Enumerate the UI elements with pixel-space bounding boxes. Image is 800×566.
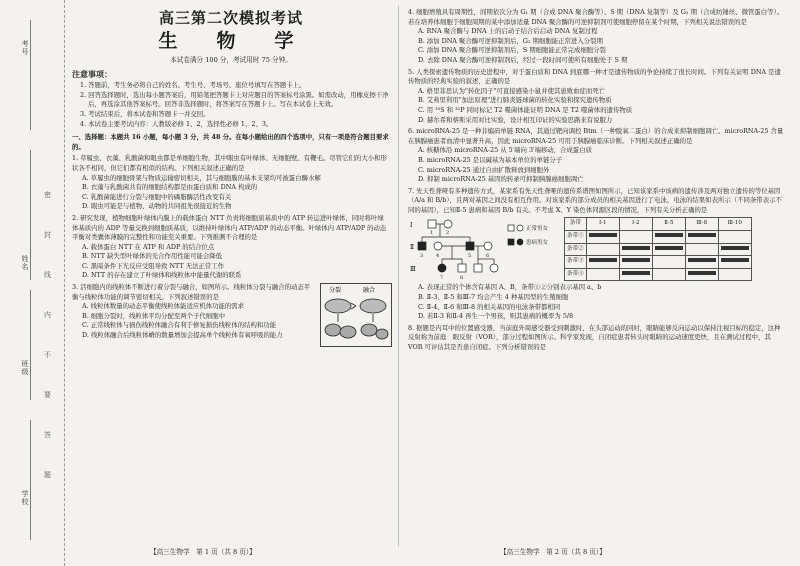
gel-band <box>622 246 650 250</box>
option: D. 抑制 microRNA-25 基因的转录可抑制胰腺癌细胞凋亡 <box>418 175 584 184</box>
seal-char: 密 <box>44 191 51 199</box>
question-stem: 6. microRNA-25 是一种非编码单链 RNA，其通过靶向调控 Btm（一种脱氧二蛋白）的合成来抑制细胞凋亡。microRNA-25 含量在胰腺癌患者血清中显著升高，因此 microRNA-25 可用于胰腺癌临床诊断。下列相关叙述正确的是 <box>408 127 784 145</box>
mitochondrion-shape <box>360 299 386 313</box>
table-header: Ⅲ-8 <box>685 218 718 231</box>
question-6 <box>408 127 786 185</box>
option: C. 黑暗条件下光反应受阻导致 NTT 无法正常工作 <box>82 261 225 270</box>
gel-band <box>655 233 683 237</box>
individual-number: 8 <box>460 275 464 282</box>
pedigree-affected-male <box>466 242 474 250</box>
individual-number: 2 <box>446 230 450 237</box>
pedigree-chart <box>408 217 558 281</box>
question-8 <box>408 324 786 353</box>
footer-page-1: 【高三生物学 第 1 页（共 8 页）】 <box>150 548 256 556</box>
question-3 <box>72 283 390 341</box>
notice-item: 2. 回答选择题时，选出每小题答案后，用铅笔把答题卡上对应题目的答案标号涂黑。如需改动，用橡皮擦干净后，再选涂其他答案标号。回答非选择题时，将答案写在答题卡上。写在本试卷上无效。 <box>80 90 389 109</box>
question-7 <box>408 187 786 322</box>
gel-band <box>721 246 749 250</box>
individual-number: 6 <box>486 253 490 260</box>
question-stem: 5. 人类探索遗传物质的历史进程中，对于蛋白质和 DNA 到底哪一种才是遗传物质的争论持续了很长时间。下列有关证明 DNA 是遗传物质的经典实验的叙述，正确的是 <box>408 67 781 86</box>
option: B. microRNA-25 是以碱基为基本单位的单链分子 <box>418 155 563 164</box>
question-4 <box>408 8 786 66</box>
option: D. 线粒体融合后线粒体嵴的数量增加会提高单个线粒体有氧呼吸的能力 <box>82 331 283 340</box>
option: A. 表现正常的个体含有基因 A、B，条带①②分别表示基因 a、b <box>418 283 602 292</box>
question-7-figures <box>408 217 786 281</box>
option: C. 乳酸菌能进行分裂与细胞中的磷脂酶活性改变有关 <box>82 192 232 201</box>
row-label: 条带③ <box>565 256 587 269</box>
gel-cell <box>619 256 652 269</box>
gel-cell <box>685 256 718 269</box>
gel-cell <box>652 243 685 256</box>
question-stem: 4. 细胞增殖具有周期性，间期依次分为 G₁ 期（合成 DNA 聚合酶等）、S 期（DNA 复制等）及 G₂ 期（合成纺锤丝、微管蛋白等）。若在培养体细胞于细胞周期的某中添加适量 DNA 聚合酶的可逆抑制剂可使细胞停留在某个时期，下列相关说法错误的是 <box>408 8 784 26</box>
section-heading: 一、选择题：本题共 16 小题，每小题 3 分，共 48 分。在每小题给出的四个选项中，只有一项是符合题目要求的。 <box>72 133 389 151</box>
gel-cell <box>718 256 751 269</box>
seal-char: 题 <box>44 471 51 479</box>
mitochondrion-shape <box>325 299 351 313</box>
generation-label: Ⅲ <box>410 266 416 274</box>
individual-number: 3 <box>420 253 424 260</box>
table-row <box>565 243 752 256</box>
seal-char: 要 <box>44 391 51 399</box>
arrow-icon <box>351 303 356 309</box>
figure-label-fusion: 融合 <box>363 287 376 295</box>
gel-cell <box>619 268 652 281</box>
subject-title: 生 物 学 <box>158 30 304 52</box>
notice-item: 3. 考试结束后，将本试卷和答题卡一并交回。 <box>80 109 210 118</box>
exam-info: 本试卷满分 100 分，考试用时 75 分钟。 <box>170 56 292 64</box>
option: B. 艾弗里利用"加法原理"进行肺炎链球菌的转化实验和探究遗传物质 <box>418 96 612 105</box>
option: C. 用 ³⁵S 和 ³²P 同时标记 T2 噬菌体能证明 DNA 是 T2 噬菌体的遗传物质 <box>418 105 633 114</box>
option: B. NTT 缺失型叶绿体的光合作用性能可能会降低 <box>82 252 223 261</box>
column-divider <box>398 6 399 546</box>
gel-band <box>589 258 617 262</box>
mitochondrion-shape <box>325 324 341 336</box>
option: B. 细胞分裂时，线粒体平均分配至两个子代细胞中 <box>82 311 225 320</box>
table-row <box>565 256 752 269</box>
table-row <box>565 231 752 244</box>
legend-label: 正常男女 <box>526 226 549 233</box>
gel-cell <box>652 231 685 244</box>
question-stem: 3. 活细胞内的线粒体不断进行着分裂与融合，如图所示。线粒体分裂与融合的动态平衡与线粒体功能的调节密切相关。下列叙述错误的是 <box>72 283 311 301</box>
gel-band <box>622 258 650 262</box>
pedigree-female <box>434 242 442 250</box>
label-name: 姓名 <box>21 255 29 271</box>
individual-number: 5 <box>468 253 472 260</box>
option: B. 衣藻与乳酸菌共有的细胞结构都是由蛋白质和 DNA 构成的 <box>82 183 258 192</box>
option: B. 添加 DNA 聚合酶可逆抑制剂后，G₂ 期细胞能正常进入分裂期 <box>418 36 603 45</box>
mitochondria-diagram <box>321 284 391 346</box>
figure-label-fission: 分裂 <box>329 287 342 295</box>
individual-number: 7 <box>440 275 444 282</box>
legend-affected-male <box>508 239 514 245</box>
pedigree-male <box>428 220 436 228</box>
option: C. Ⅱ-4、Ⅱ-6 和Ⅲ-8 的相关基因的电泳条带都相同 <box>418 302 561 311</box>
generation-label: Ⅱ <box>410 244 415 252</box>
individual-number: 4 <box>436 253 440 260</box>
label-exam-number: 考号 <box>21 40 29 56</box>
binding-margin <box>0 0 65 566</box>
option: B. Ⅱ-3、Ⅱ-5 和Ⅲ-7 均会产生 4 种基因型的生殖细胞 <box>418 293 569 302</box>
question-stem: 1. 草履虫、衣藻、乳酸菌和眼虫都是单细胞生物，其中眼虫有叶绿体、无细胞壁、有鞭毛。尽管它们的大小和形状各不相同，但它们都有相似的结构。下列相关叙述正确的是 <box>72 154 387 172</box>
margin-line <box>30 420 31 540</box>
table-row <box>565 268 752 281</box>
option: A. 草履虫的细胞骨架与物质运输密切相关，其与细胞膜的基本支架均可被蛋白酶水解 <box>82 173 321 182</box>
option: D. 眼虫可能是与植物、动物的共同祖先很接近的生物 <box>82 202 232 211</box>
option: D. NTT 的存在建立了叶绿体和线粒体中能量代谢的联系 <box>82 271 242 280</box>
footer-page-2: 【高三生物学 第 2 页（共 8 页）】 <box>500 548 606 556</box>
gel-band <box>622 271 650 275</box>
notice-item: 1. 答题前，考生务必将自己的姓名、考生号、考场号、座位号填写在答题卡上。 <box>80 81 306 90</box>
gel-cell <box>718 231 751 244</box>
option: D. 去除 DNA 聚合酶可逆抑制剂后，经过一段时间可使所有细胞处于 S 期 <box>418 55 628 64</box>
row-label: 条带② <box>565 243 587 256</box>
table-header: Ⅱ-5 <box>652 218 685 231</box>
row-label: 条带④ <box>565 268 587 281</box>
gel-cell <box>685 268 718 281</box>
pedigree-female <box>484 242 492 250</box>
question-2 <box>72 214 390 281</box>
gel-band <box>688 271 716 275</box>
table-header: 条带 <box>565 218 587 231</box>
seal-char: 内 <box>44 311 51 319</box>
gel-cell <box>652 268 685 281</box>
gel-cell <box>685 243 718 256</box>
table-header: Ⅰ-2 <box>619 218 652 231</box>
question-stem: 7. 先天性聋哑有多种遗传方式，某家系有先天性聋哑的遗传系谱图如图所示，已知该家系中该病的遗传涉及两对独立遗传的等位基因（A/a 和 B/b），且两对基因之间没有相互作用。对该家系的部分成员的相关基因进行了电泳，电泳的结果如表所示（不同条带表示不同的基因），已知Ⅱ-5 患病和基因 B/b 有关。不考虑 X、Y 染色体同源区段的情况，下列有关分析正确的是 <box>408 186 782 214</box>
pedigree-affected-female <box>438 264 446 272</box>
question-stem: 8. 据题是内耳中的位置感受器，当前庭外周感受器受到刺激时，在头部运动的同时，眼睛能够反向运动以保持注视目标的稳定，这种反射称为前庭 眼反射（VOR），部分过程如图所示。科学家发现，自闭症患者转头时眼睛的运动速度更快，且在测试过程中，其 VOR 可评估其是否患自闭症。下列分析错误的是 <box>408 323 781 352</box>
pedigree-male <box>474 264 482 272</box>
option: A. 线粒体数量的动态平衡使线粒体能适应机体功能的需求 <box>82 302 245 311</box>
exam-title: 高三第二次模拟考试 <box>158 9 303 27</box>
seal-char: 答 <box>44 431 51 439</box>
legend-normal-male <box>508 225 514 231</box>
gel-band <box>589 233 617 237</box>
seal-char: 线 <box>44 271 51 279</box>
legend-label: 患病男女 <box>526 240 549 247</box>
pedigree-male <box>458 264 466 272</box>
gel-band <box>688 258 716 262</box>
seal-char: 不 <box>44 351 51 359</box>
pedigree-female <box>444 220 452 228</box>
pedigree-affected-male <box>418 242 426 250</box>
mitochondrion-shape <box>361 324 377 336</box>
mitochondria-figure <box>320 283 392 347</box>
table-header: Ⅰ-1 <box>586 218 619 231</box>
page-2-column <box>408 6 786 353</box>
notice-heading: 注意事项： <box>72 68 112 79</box>
option: D. 若Ⅱ-3 和Ⅱ-4 再生一个男孩，则其患病的概率为 5/8 <box>418 312 574 321</box>
option: A. RNA 聚合酶与 DNA 上的启动子结合后启动 DNA 复制过程 <box>418 27 598 36</box>
question-5 <box>408 68 786 126</box>
option: C. microRNA-25 通过自由扩散释放到细胞外 <box>418 165 550 174</box>
gel-cell <box>718 268 751 281</box>
question-1 <box>72 154 390 212</box>
question-stem: 2. 研究发现，植物细胞叶绿体内膜上的载体蛋白 NTT 负责将细胞质基质中的 ATP 转运进叶绿体，同时将叶绿体基质内的 ADP 等量交换到细胞质基质，以维持叶绿体内 ATP/ADP 的动态平衡。叶绿体内 ATP/ADP 的动态平衡对类囊体薄膜的完整性和功能至关重要。下列推测不合理的是 <box>72 213 387 242</box>
row-label: 条带① <box>565 231 587 244</box>
notice-item: 4. 本试卷主要考试内容：人教版必修 1、2，选择性必修 1、2、3。 <box>80 119 273 128</box>
margin-line <box>30 150 31 280</box>
gel-cell <box>619 243 652 256</box>
label-class: 班级 <box>21 360 29 376</box>
mitochondrion-shape <box>376 329 388 339</box>
mitochondrion-shape <box>340 326 356 338</box>
label-school: 学校 <box>21 490 29 506</box>
arrow-icon <box>338 314 373 322</box>
option: A. 格里菲思认为"转化因子"可直接感染小鼠并使其患败血症而死亡 <box>418 86 606 95</box>
gel-cell <box>619 231 652 244</box>
gel-cell <box>685 231 718 244</box>
option: A. 载体蛋白 NTT 在 ATP 和 ADP 的结合位点 <box>82 242 215 251</box>
gel-cell <box>586 243 619 256</box>
individual-number: 1 <box>430 230 434 237</box>
gel-band <box>721 258 749 262</box>
gel-band <box>688 233 716 237</box>
page-1-column <box>72 6 390 341</box>
electrophoresis-table <box>564 217 752 281</box>
seal-char: 封 <box>44 231 51 239</box>
option: A. 核糖体沿 microRNA-25 从 5′端向 3′端移动，合成蛋白质 <box>418 146 592 155</box>
pedigree-female <box>490 264 498 272</box>
option: D. 赫尔希和蔡斯采用对比实验，设计相互印证的实验思路来有说服力 <box>418 115 613 124</box>
option: C. 添加 DNA 聚合酶可逆抑制剂后，S 期细胞能正常完成细胞分裂 <box>418 46 606 55</box>
generation-label: Ⅰ <box>410 222 413 230</box>
legend-normal-female <box>517 225 523 231</box>
gel-band <box>655 246 683 250</box>
table-header: Ⅲ-10 <box>718 218 751 231</box>
gel-cell <box>586 231 619 244</box>
option: C. 正常线粒体与损伤线粒体融合有利于修复损伤线粒体的结构和功能 <box>82 321 277 330</box>
gel-cell <box>586 268 619 281</box>
gel-cell <box>652 256 685 269</box>
margin-line <box>30 290 31 400</box>
legend-affected-female <box>517 239 523 245</box>
gel-cell <box>586 256 619 269</box>
gel-cell <box>718 243 751 256</box>
margin-line <box>30 20 31 130</box>
